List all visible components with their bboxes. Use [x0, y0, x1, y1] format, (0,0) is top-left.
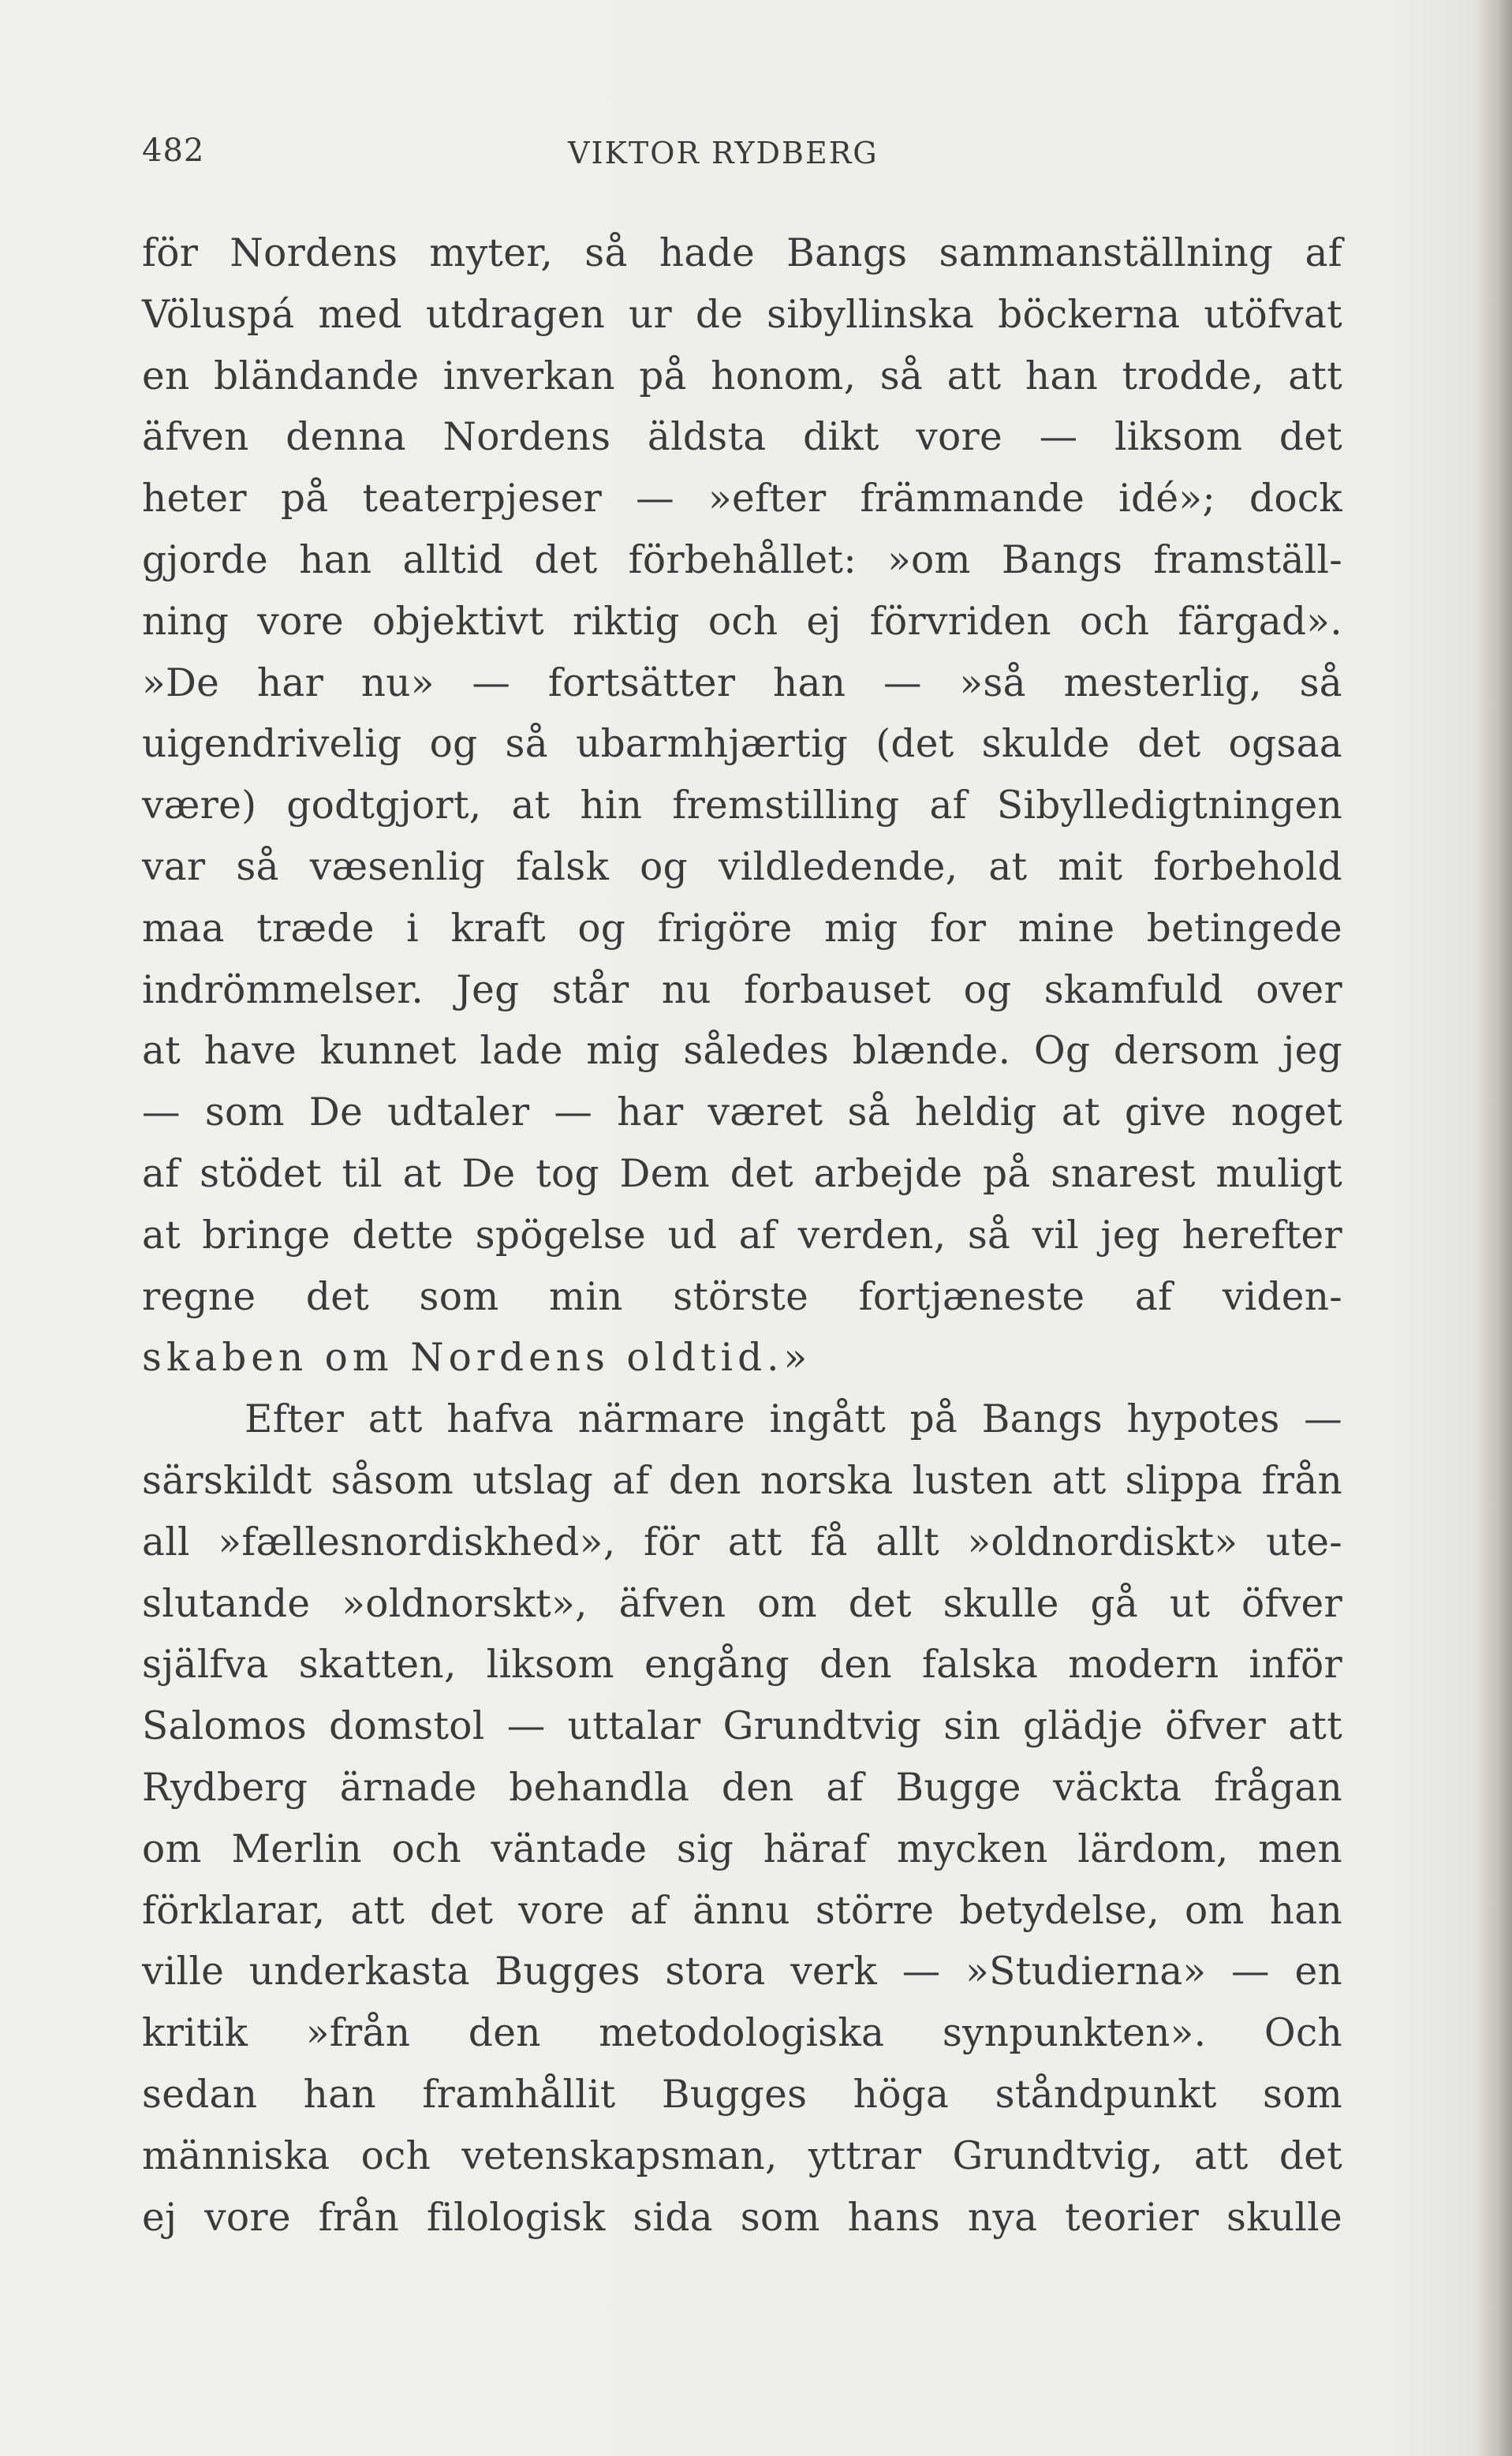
- running-head: VIKTOR RYDBERG: [568, 136, 879, 170]
- text-line: själfva skatten, liksom engång den falska modern inför: [142, 1643, 1342, 1688]
- text-line: at bringe dette spögelse ud af verden, så vil jeg herefter: [142, 1213, 1342, 1258]
- text-line: — som De udtaler — har været så heldig at give noget: [142, 1090, 1342, 1135]
- text-line: ej vore från filologisk sida som hans nya teorier skulle: [142, 2195, 1342, 2240]
- text-line: äfven denna Nordens äldsta dikt vore — liksom det: [142, 415, 1342, 460]
- text-line: »De har nu» — fortsätter han — »så mesterlig, så: [142, 660, 1342, 705]
- text-line: heter på teaterpjeser — »efter främmande idé»; dock: [142, 477, 1342, 521]
- text-line: särskildt såsom utslag af den norska lusten att slippa från: [142, 1458, 1342, 1503]
- text-line: være) godtgjort, at hin fremstilling af Sibylledigtningen: [142, 783, 1342, 828]
- text-line: kritik »från den metodologiska synpunkten». Och: [142, 2011, 1342, 2056]
- text-line: Salomos domstol — uttalar Grundtvig sin glädje öfver att: [142, 1704, 1342, 1749]
- text-line: för Nordens myter, så hade Bangs sammanställning af: [142, 231, 1342, 275]
- text-line: var så væsenlig falsk og vildledende, at mit forbehold: [142, 844, 1342, 889]
- text-line: en bländande inverkan på honom, så att han trodde, att: [142, 353, 1342, 398]
- text-line: skaben om Nordens oldtid.»: [142, 1336, 812, 1381]
- page-number: 482: [142, 133, 205, 169]
- text-line: uigendrivelig og så ubarmhjærtig (det skulde det ogsaa: [142, 722, 1342, 767]
- text-line: ville underkasta Bugges stora verk — »Studierna» — en: [142, 1949, 1342, 1994]
- text-line: Rydberg ärnade behandla den af Bugge väckta frågan: [142, 1765, 1342, 1810]
- text-line: indrömmelser. Jeg står nu forbauset og skamfuld over: [142, 967, 1342, 1012]
- text-line: förklarar, att det vore af ännu större betydelse, om han: [142, 1888, 1342, 1933]
- text-line: sedan han framhållit Bugges höga ståndpunkt som: [142, 2072, 1342, 2117]
- text-line: om Merlin och väntade sig häraf mycken lärdom, men: [142, 1826, 1342, 1871]
- text-line: gjorde han alltid det förbehållet: »om Bangs framställ-: [142, 537, 1342, 582]
- text-line: at have kunnet lade mig således blænde. Og dersom jeg: [142, 1029, 1342, 1074]
- body-text: [142, 223, 1342, 2249]
- page-edge-shadow: [1476, 0, 1512, 2456]
- text-line: all »fællesnordiskhed», för att få allt »oldnordiskt» ute-: [142, 1520, 1342, 1564]
- text-line: maa træde i kraft og frigöre mig for mine betingede: [142, 906, 1342, 951]
- text-line: slutande »oldnorskt», äfven om det skulle gå ut öfver: [142, 1581, 1342, 1626]
- text-line: regne det som min störste fortjæneste af viden-: [142, 1274, 1342, 1319]
- paragraph-start-line: Efter att hafva närmare ingått på Bangs hypotes —: [245, 1397, 1342, 1442]
- text-line: ning vore objektivt riktig och ej förvriden och färgad».: [142, 599, 1342, 644]
- page-header: [142, 133, 1353, 180]
- text-line: Völuspá med utdragen ur de sibyllinska böckerna utöfvat: [142, 292, 1342, 337]
- text-line: af stödet til at De tog Dem det arbejde på snarest muligt: [142, 1151, 1342, 1196]
- text-line: människa och vetenskapsman, yttrar Grundtvig, att det: [142, 2133, 1342, 2178]
